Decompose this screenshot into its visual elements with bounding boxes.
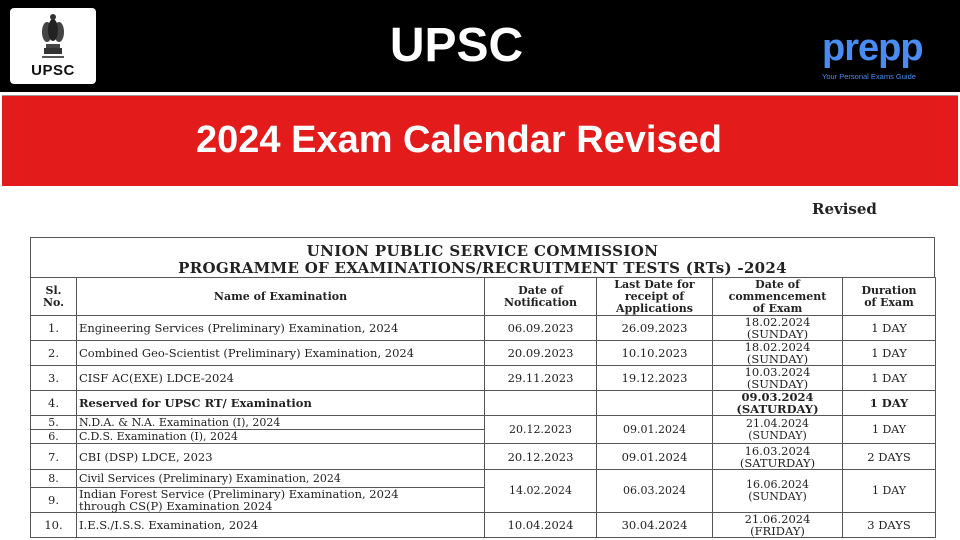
logo-caption: UPSC: [31, 62, 75, 79]
prepp-wordmark: prepp: [822, 27, 923, 69]
table-row: 5. N.D.A. & N.A. Examination (I), 2024 20.12.2023 09.01.2024 21.04.2024 (SUNDAY) 1 DAY: [31, 416, 936, 430]
table-row: 2. Combined Geo-Scientist (Preliminary) Examination, 2024 20.09.2023 10.10.2023 18.02.2024 (SUNDAY) 1 DAY: [31, 341, 936, 366]
prepp-tagline: Your Personal Exams Guide: [822, 72, 916, 81]
top-header: [0, 0, 960, 92]
col-commencement: Date of commencement of Exam: [713, 278, 843, 316]
page-title: UPSC: [389, 19, 524, 72]
table-row: 7. CBI (DSP) LDCE, 2023 20.12.2023 09.01.2024 16.03.2024 (SATURDAY) 2 DAYS: [31, 444, 936, 470]
banner-title: 2024 Exam Calendar Revised: [196, 119, 722, 161]
table-row: 8. Civil Services (Preliminary) Examination, 2024 14.02.2024 06.03.2024 16.06.2024 (SUNDAY) 1 DAY: [31, 470, 936, 488]
exam-schedule-table: [30, 277, 936, 538]
col-sl-no: Sl. No.: [31, 278, 77, 316]
prepp-logo[interactable]: [812, 26, 952, 86]
col-last-date: Last Date for receipt of Applications: [597, 278, 713, 316]
table-header-row: [31, 278, 936, 316]
programme-heading: PROGRAMME OF EXAMINATIONS/RECRUITMENT TESTS (RTs) -2024: [178, 259, 787, 277]
col-notification: Date of Notification: [485, 278, 597, 316]
commission-heading: UNION PUBLIC SERVICE COMMISSION: [306, 242, 659, 260]
table-row: 3. CISF AC(EXE) LDCE-2024 29.11.2023 19.12.2023 10.03.2024 (SUNDAY) 1 DAY: [31, 366, 936, 391]
table-row: 9. Indian Forest Service (Preliminary) Examination, 2024 through CS(P) Examination 2024: [31, 488, 936, 513]
table-row: 1. Engineering Services (Preliminary) Examination, 2024 06.09.2023 26.09.2023 18.02.2024 (SUNDAY) 1 DAY: [31, 316, 936, 341]
table-row: 10. I.E.S./I.S.S. Examination, 2024 10.04.2024 30.04.2024 21.06.2024 (FRIDAY) 3 DAYS: [31, 513, 936, 538]
revised-label: Revised: [812, 200, 877, 218]
table-row: 4. Reserved for UPSC RT/ Examination 09.03.2024 (SATURDAY) 1 DAY: [31, 391, 936, 416]
col-exam-name: Name of Examination: [77, 278, 485, 316]
red-banner: [2, 95, 958, 186]
table-row: 6. C.D.S. Examination (I), 2024: [31, 430, 936, 444]
document-heading: [30, 237, 935, 278]
col-duration: Duration of Exam: [843, 278, 936, 316]
